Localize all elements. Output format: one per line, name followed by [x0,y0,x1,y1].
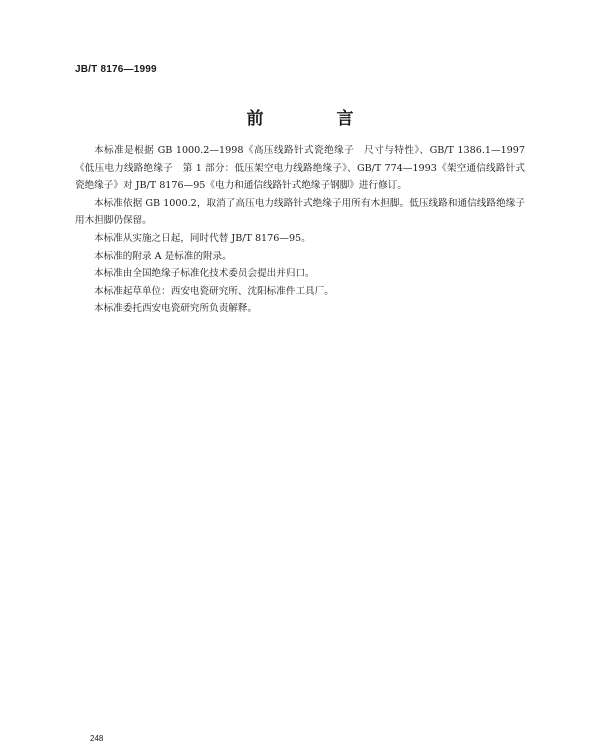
paragraph-interpretation: 本标准委托西安电瓷研究所负责解释。 [94,303,258,315]
paragraph-wooden-pins: 本标准依据 GB 1000.2，取消了高压电力线路针式绝缘子用所有木担脚。低压线路和通信线路绝缘子用木担脚仍保留。 [75,197,525,227]
paragraph-drafting-units: 本标准起草单位：西安电瓷研究所、沈阳标准件工具厂。 [94,285,334,297]
page-title: 前 言 [246,109,382,129]
paragraph-appendix: 本标准的附录 A 是标准的附录。 [94,250,232,262]
page-number: 248 [90,734,104,743]
paragraph-supersedes: 本标准从实施之日起，同时代替 JB/T 8176—95。 [94,232,311,244]
standard-code: JB/T 8176—1999 [75,64,157,75]
paragraph-revision-basis: 本标准是根据 GB 1000.2—1998《高压线路针式瓷绝缘子 尺寸与特性》、GB/T 1386.1—1997《低压电力线路绝缘子 第 1 部分：低压架空电力线路绝缘子》、GB/T 774—1993《架空通信线路针式瓷绝缘子》对 JB/T 8176—95《电力和通信线路针式绝缘子钢脚》进行修订。 [75,145,525,192]
paragraph-proposed-by: 本标准由全国绝缘子标准化技术委员会提出并归口。 [94,268,315,280]
foreword-body [75,142,525,318]
